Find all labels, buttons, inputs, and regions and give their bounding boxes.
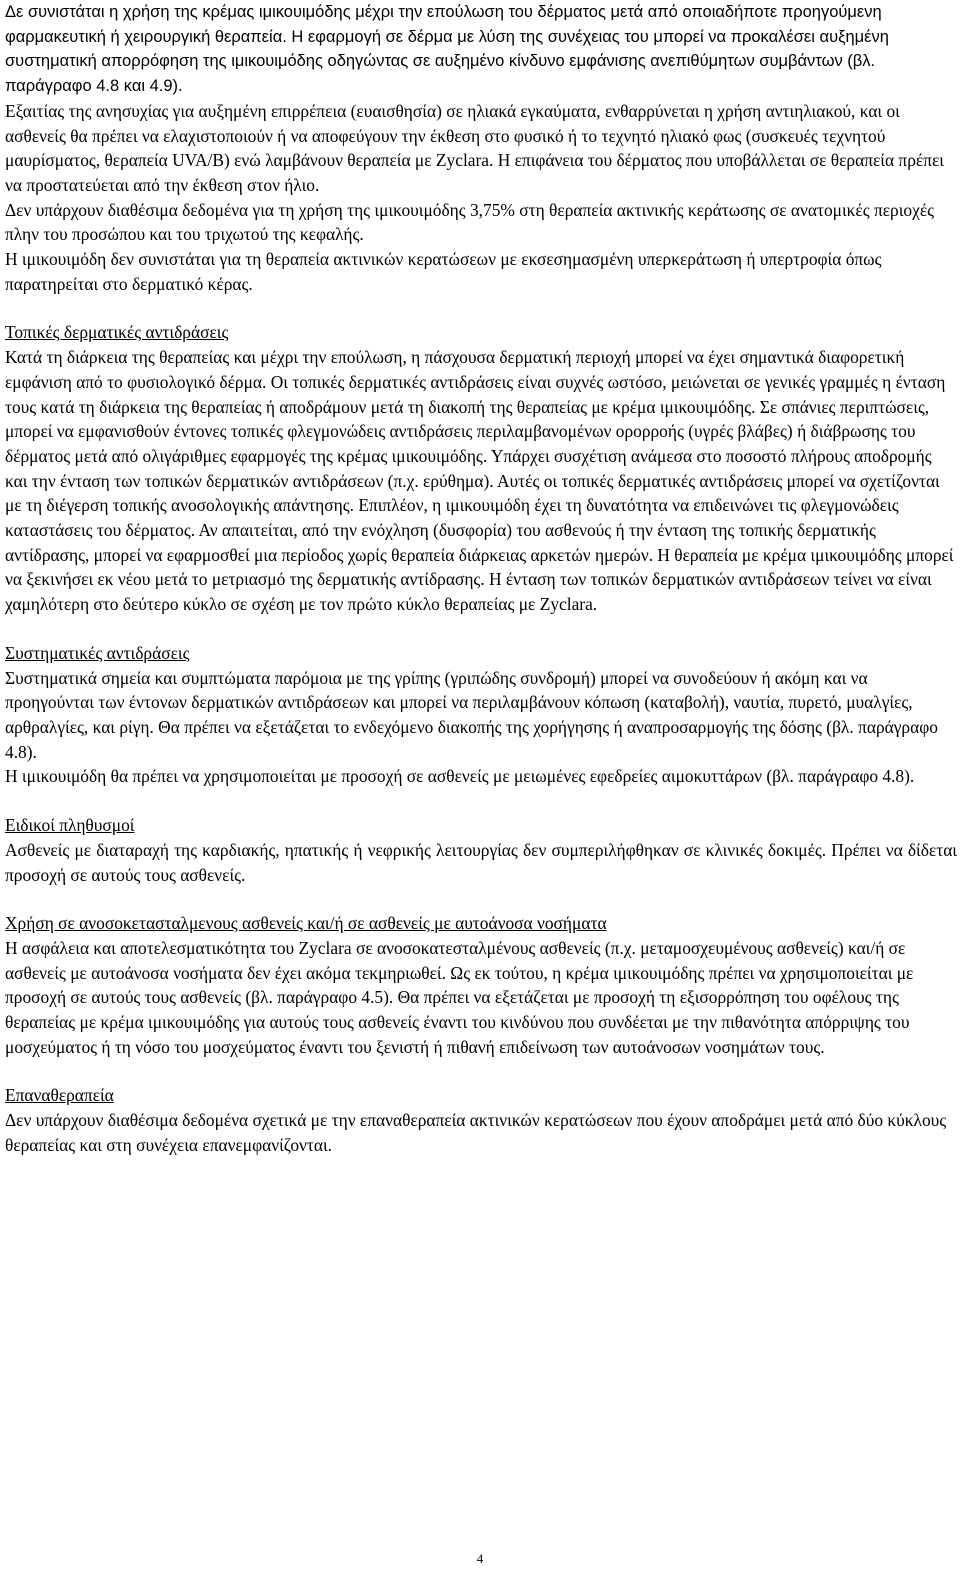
special-populations-heading: Ειδικοί πληθυσμοί xyxy=(5,815,135,836)
retreatment-body: Δεν υπάρχουν διαθέσιμα δεδομένα σχετικά με την επαναθεραπεία ακτινικών κερατώσεων που έχουν αποδράμει μετά από δύο κύκλους θεραπείας και στη συνέχεια επανεμφανίζονται. xyxy=(5,1110,947,1155)
local-reactions-heading: Τοπικές δερματικές αντιδράσεις xyxy=(5,322,229,343)
systemic-reactions-heading: Συστηματικές αντιδράσεις xyxy=(5,642,190,663)
immunocompromised-heading: Χρήση σε ανοσοκετασταλμενους ασθενείς και/ή σε ασθενείς με αυτοάνοσα νοσήματα xyxy=(5,913,607,934)
sun-exposure-paragraph: Εξαιτίας της ανησυχίας για αυξημένη επιρρέπεια (ευαισθησία) σε ηλιακά εγκαύματα, ενθαρρύνεται η χρήση αντιηλιακού, και οι ασθενείς θα πρέπει να ελαχιστοποιούν ή να αποφεύγουν την έκθεση στο φυσικό ή το τεχνητό ηλιακό φως (συσκευές τεχνητού μαυρίσματος, θεραπεία UVA/B) ενώ λαμβάνουν θεραπεία με Zyclara. Η επιφάνεια του δέρματος που υποβάλλεται σε θεραπεία πρέπει να προστατεύεται από την έκθεση στον ήλιο. xyxy=(5,100,944,195)
special-populations-body: Ασθενείς με διαταραχή της καρδιακής, ηπατικής ή νεφρικής λειτουργίας δεν συμπεριλήφθηκαν σε κλινικές δοκιμές. Πρέπει να δίδεται προσοχή σε αυτούς τους ασθενείς. xyxy=(5,839,957,885)
immunocompromised-body: Η ασφάλεια και αποτελεσματικότητα του Zyclara σε ανοσοκατεσταλμένους ασθενείς (π.χ. μεταμοσχευμένους ασθενείς) και/ή σε ασθενείς με αυτοάνοσα νοσήματα δεν έχει ακόμα τεκμηριωθεί. Ως εκ τούτου, η κρέμα ιμικουιμόδης πρέπει να χρησιμοποιείται με προσοχή σε αυτούς τους ασθενείς (βλ. παράγραφο 4.5). Θα πρέπει να εξετάζεται με προσοχή τη εξισορρόπηση του οφέλους της θεραπείας με κρέμα ιμικουιμόδης για αυτούς τους ασθενείς έναντι του κινδύνου που συνδέεται με την πιθανότητα απόρριψης του μοσχεύματος ή τη νόσο του μοσχεύματος έναντι του ξενιστή ή πιθανή επιδείνωση των αυτοάνοσων νοσημάτων τους. xyxy=(5,937,914,1057)
hyperkeratosis-paragraph: Η ιμικουιμόδη δεν συνιστάται για τη θεραπεία ακτινικών κερατώσεων με εκσεσημασμένη υπερκεράτωση ή υπερτροφία όπως παρατηρείται στο δερματικό κέρας. xyxy=(5,249,882,294)
systemic-reactions-body-2: Η ιμικουιμόδη θα πρέπει να χρησιμοποιείται με προσοχή σε ασθενείς με μειωμένες εφεδρείες αιμοκυττάρων (βλ. παράγραφο 4.8). xyxy=(5,766,915,787)
document-page xyxy=(5,0,957,1158)
intro-paragraph: Δε συνιστάται η χρήση της κρέμας ιμικουιμόδης μέχρι την επούλωση του δέρματος μετά από οποιαδήποτε προηγούμενη φαρμακευτική ή χειρουργική θεραπεία. Η εφαρμογή σε δέρμα με λύση της συνέχειας του μπορεί να προκαλέσει αυξημένη συστηματική απορρόφηση της ιμικουιμόδης οδηγώντας σε αυξημένο κίνδυνο εμφάνισης ανεπιθύμητων συμβάντων (βλ. παράγραφο 4.8 και 4.9). xyxy=(5,3,889,96)
page-number: 4 xyxy=(476,1551,484,1566)
no-data-paragraph: Δεν υπάρχουν διαθέσιμα δεδομένα για τη χρήση της ιμικουιμόδης 3,75% στη θεραπεία ακτινικής κεράτωσης σε ανατομικές περιοχές πλην του προσώπου και του τριχωτού της κεφαλής. xyxy=(5,199,935,245)
local-reactions-body: Κατά τη διάρκεια της θεραπείας και μέχρι την επούλωση, η πάσχουσα δερματική περιοχή μπορεί να έχει σημαντικά διαφορετική εμφάνιση από το φυσιολογικό δέρμα. Οι τοπικές δερματικές αντιδράσεις είναι συχνές ωστόσο, μειώνεται σε γενικές γραμμές η ένταση τους κατά τη διάρκεια της θεραπείας ή αποδράμουν μετά τη διακοπή της θεραπείας με κρέμα ιμικουιμόδης. Σε σπάνιες περιπτώσεις, μπορεί να εμφανισθούν έντονες τοπικές φλεγμονώδεις αντιδράσεις περιλαμβανομένων ορορροής (υγρές βλάβες) ή διάβρωσης του δέρματος μετά από ολιγάριθμες εφαρμογές της κρέμας ιμικουιμόδης. Υπάρχει συσχέτιση ανάμεσα στο ποσοστό πλήρους αποδρομής και την ένταση των τοπικών δερματικών αντιδράσεων (π.χ. ερύθημα). Αυτές οι τοπικές δερματικές αντιδράσεις μπορεί να σχετίζονται με τη διέγερση τοπικής ανοσολογικής απάντησης. Επιπλέον, η ιμικουιμόδη έχει τη δυνατότητα να επιδεινώνει τις φλεγμονώδεις καταστάσεις του δέρματος. Αν απαιτείται, από την ενόχληση (δυσφορία) του ασθενούς ή την ένταση της τοπικής δερματικής αντίδρασης, μπορεί να εφαρμοσθεί μια περίοδος χωρίς θεραπεία διάρκειας αρκετών ημερών. Η θεραπεία με κρέμα ιμικουιμόδης μπορεί να ξεκινήσει εκ νέου μετά το μετριασμό της δερματικής αντίδρασης. Η ένταση των τοπικών δερματικών αντιδράσεων τείνει να είναι χαμηλότερη στο δεύτερο κύκλο σε σχέση με τον πρώτο κύκλο θεραπείας με Zyclara. xyxy=(5,347,954,615)
systemic-reactions-body: Συστηματικά σημεία και συμπτώματα παρόμοια με της γρίπης (γριπώδης συνδρομή) μπορεί να συνοδεύουν ή ακόμη και να προηγούνται των έντονων δερματικών αντιδράσεων και μπορεί να περιλαμβάνουν κόπωση (καταβολή), ναυτία, πυρετό, μυαλγίες, αρθραλγίες, και ρίγη. Θα πρέπει να εξετάζεται το ενδεχόμενο διακοπής της χορήγησης ή αναπροσαρμογής της δόσης (βλ. παράγραφο 4.8). xyxy=(5,667,938,762)
retreatment-heading: Επαναθεραπεία xyxy=(5,1085,114,1106)
